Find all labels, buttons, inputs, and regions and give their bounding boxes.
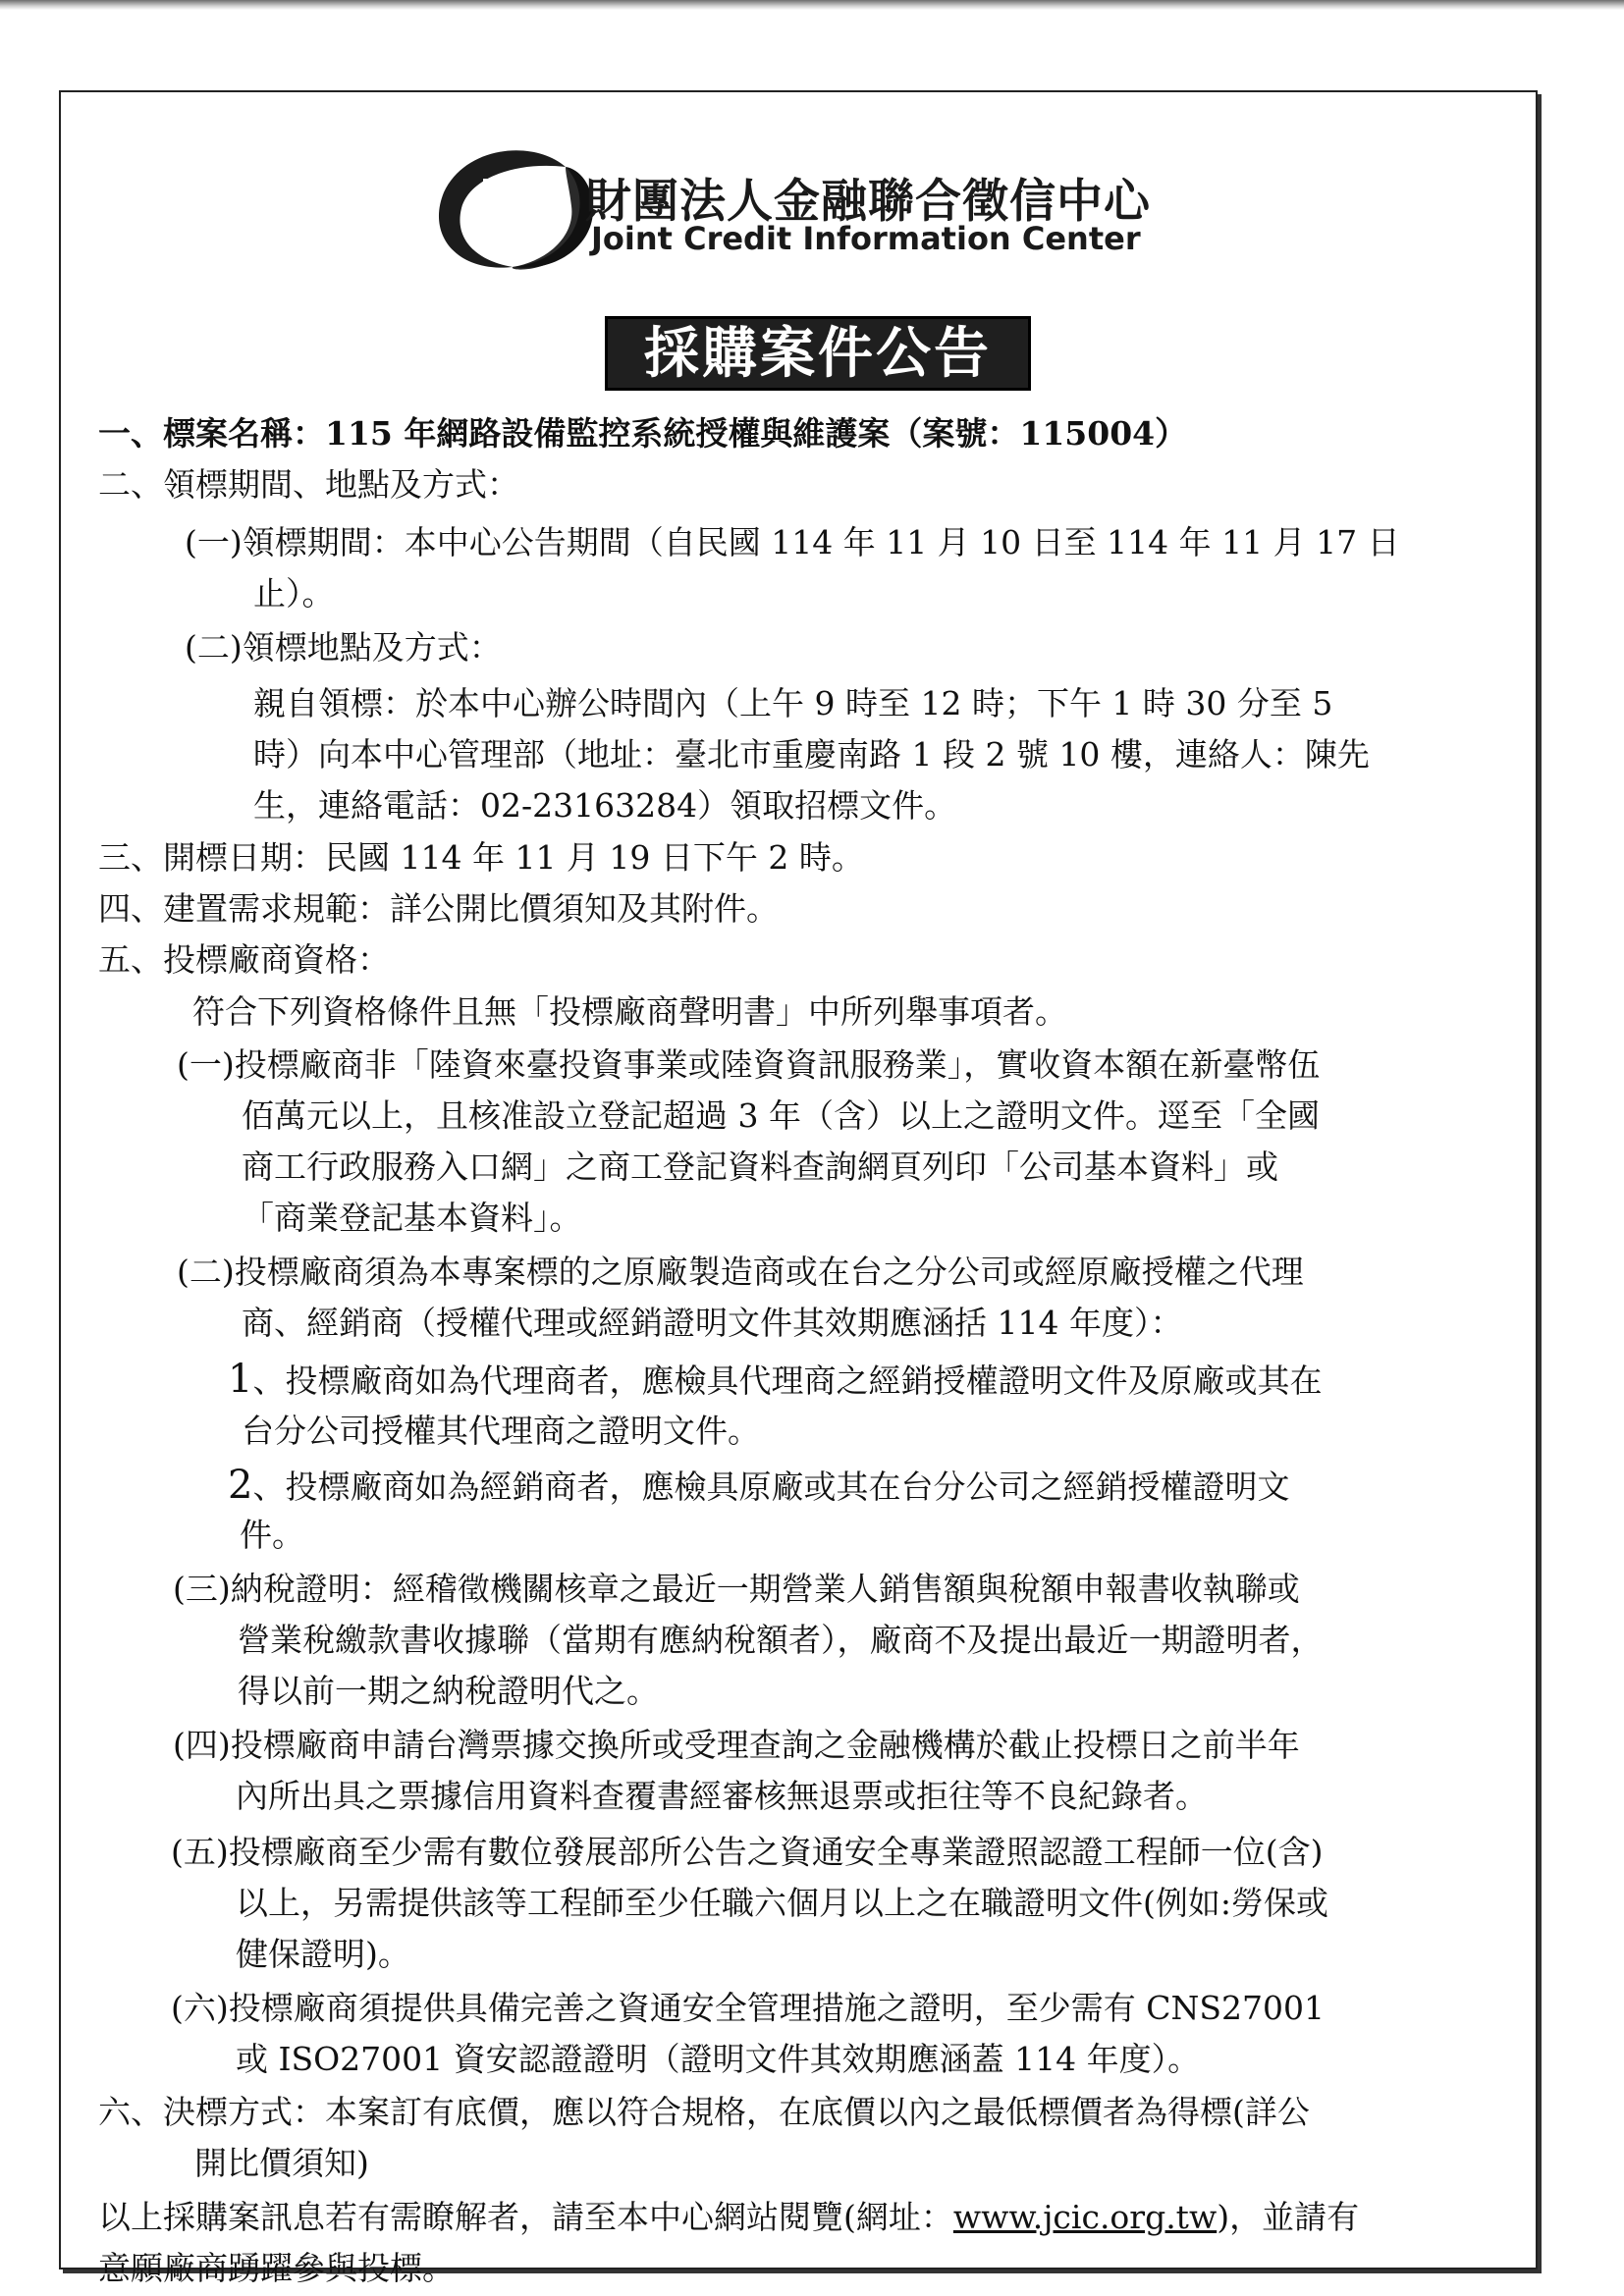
section-1 — [98, 414, 1188, 453]
section-5-item-1-line-2: 佰萬元以上，且核准設立登記超過 3 年（含）以上之證明文件。逕至「全國 — [242, 1096, 1320, 1135]
footer-text: 以上採購案訊息若有需瞭解者，請至本中心網站閱覽(網址： — [98, 2198, 953, 2236]
section-5-item-1-line-3: 商工行政服務入口網」之商工登記資料查詢網頁列印「公司基本資料」或 — [242, 1148, 1278, 1186]
section-5-item-5-line-2: 以上，另需提供該等工程師至少任職六個月以上之在職證明文件(例如:勞保或 — [236, 1884, 1328, 1922]
section-2-item-2-line-3: 生，連絡電話：02-23163284）領取招標文件。 — [253, 786, 957, 825]
sub-item-number: 1 — [228, 1357, 253, 1402]
website-link[interactable]: www.jcic.org.tw — [952, 2198, 1218, 2236]
section-5-item-2-sub-1-cont: 台分公司授權其代理商之證明文件。 — [242, 1412, 760, 1450]
scan-edge — [0, 0, 1624, 10]
section-2-item-2: (二)領標地點及方式： — [185, 628, 502, 667]
section-6-line-1: 六、決標方式：本案訂有底價，應以符合規格，在底價以內之最低標價者為得標(詳公 — [98, 2093, 1310, 2131]
section-5-item-2-sub-1 — [228, 1357, 1323, 1402]
footer-line-1 — [98, 2198, 1360, 2236]
section-5-item-5-line-1: (五)投標廠商至少需有數位發展部所公告之資通安全專業證照認證工程師一位(含) — [171, 1833, 1324, 1871]
section-5-item-2-sub-2 — [228, 1463, 1290, 1508]
announcement-title: 採購案件公告 — [605, 316, 1031, 391]
section-4: 四、建置需求規範：詳公開比價須知及其附件。 — [98, 889, 779, 928]
section-5-item-2-sub-2-cont: 件。 — [240, 1516, 304, 1554]
section-5-item-5-line-3: 健保證明)。 — [236, 1935, 410, 1973]
section-5-label: 五、投標廠商資格： — [98, 940, 390, 979]
sub-item-text: 、投標廠商如為代理商者，應檢具代理商之經銷授權證明文件及原廠或其在 — [252, 1362, 1323, 1400]
section-5-item-3-line-3: 得以前一期之納稅證明代之。 — [238, 1672, 659, 1710]
org-name-zh: 財團法人金融聯合徵信中心 — [585, 175, 1151, 229]
section-5-intro: 符合下列資格條件且無「投標廠商聲明書」中所列舉事項者。 — [192, 992, 1067, 1031]
jcic-emblem-icon — [418, 145, 599, 273]
section-2-item-1-cont: 止）。 — [253, 574, 335, 613]
section-5-item-2-line-2: 商、經銷商（授權代理或經銷證明文件其效期應涵括 114 年度）： — [242, 1304, 1183, 1342]
section-5-item-6-line-2: 或 ISO27001 資安認證證明（證明文件其效期應涵蓋 114 年度）。 — [236, 2040, 1201, 2078]
section-1-label: 一、標案名稱： — [98, 414, 325, 453]
section-2-item-2-line-1: 親自領標：於本中心辦公時間內（上午 9 時至 12 時；下午 1 時 30 分至 5 — [253, 684, 1333, 722]
section-2-item-2-line-2: 時）向本中心管理部（地址：臺北市重慶南路 1 段 2 號 10 樓，連絡人：陳先 — [253, 735, 1370, 774]
section-5-item-4-line-1: (四)投標廠商申請台灣票據交換所或受理查詢之金融機構於截止投標日之前半年 — [173, 1726, 1300, 1764]
section-2-item-1: (一)領標期間：本中心公告期間（自民國 114 年 11 月 10 日至 114 年 11 月 17 日 — [185, 523, 1400, 561]
section-5-item-1-line-1: (一)投標廠商非「陸資來臺投資事業或陸資資訊服務業」，實收資本額在新臺幣伍 — [177, 1045, 1321, 1084]
org-name-en: Joint Credit Information Center — [591, 220, 1141, 257]
section-6-line-2: 開比價須知) — [194, 2144, 369, 2182]
section-5-item-4-line-2: 內所出具之票據信用資料查覆書經審核無退票或拒往等不良紀錄者。 — [236, 1777, 1208, 1815]
section-5-item-1-line-4: 「商業登記基本資料」。 — [242, 1199, 582, 1237]
sub-item-number: 2 — [228, 1463, 253, 1508]
footer-line-2: 意願廠商踴躍參與投標。 — [98, 2249, 455, 2287]
section-5-item-3-line-2: 營業稅繳款書收據聯（當期有應納稅額者），廠商不及提出最近一期證明者， — [238, 1621, 1324, 1659]
section-3: 三、開標日期：民國 114 年 11 月 19 日下午 2 時。 — [98, 838, 864, 877]
organization-logo — [418, 145, 1204, 273]
section-2-label: 二、領標期間、地點及方式： — [98, 465, 519, 504]
sub-item-text: 、投標廠商如為經銷商者，應檢具原廠或其在台分公司之經銷授權證明文 — [252, 1468, 1290, 1506]
section-5-item-6-line-1: (六)投標廠商須提供具備完善之資通安全管理措施之證明，至少需有 CNS27001 — [171, 1989, 1325, 2027]
section-5-item-3-line-1: (三)納稅證明：經稽徵機關核章之最近一期營業人銷售額與稅額申報書收執聯或 — [173, 1570, 1300, 1608]
section-5-item-2-line-1: (二)投標廠商須為本專案標的之原廠製造商或在台之分公司或經原廠授權之代理 — [177, 1253, 1304, 1291]
footer-text-end: )，並請有 — [1217, 2198, 1360, 2236]
section-1-value: 115 年網路設備監控系統授權與維護案（案號：115004） — [325, 414, 1188, 453]
